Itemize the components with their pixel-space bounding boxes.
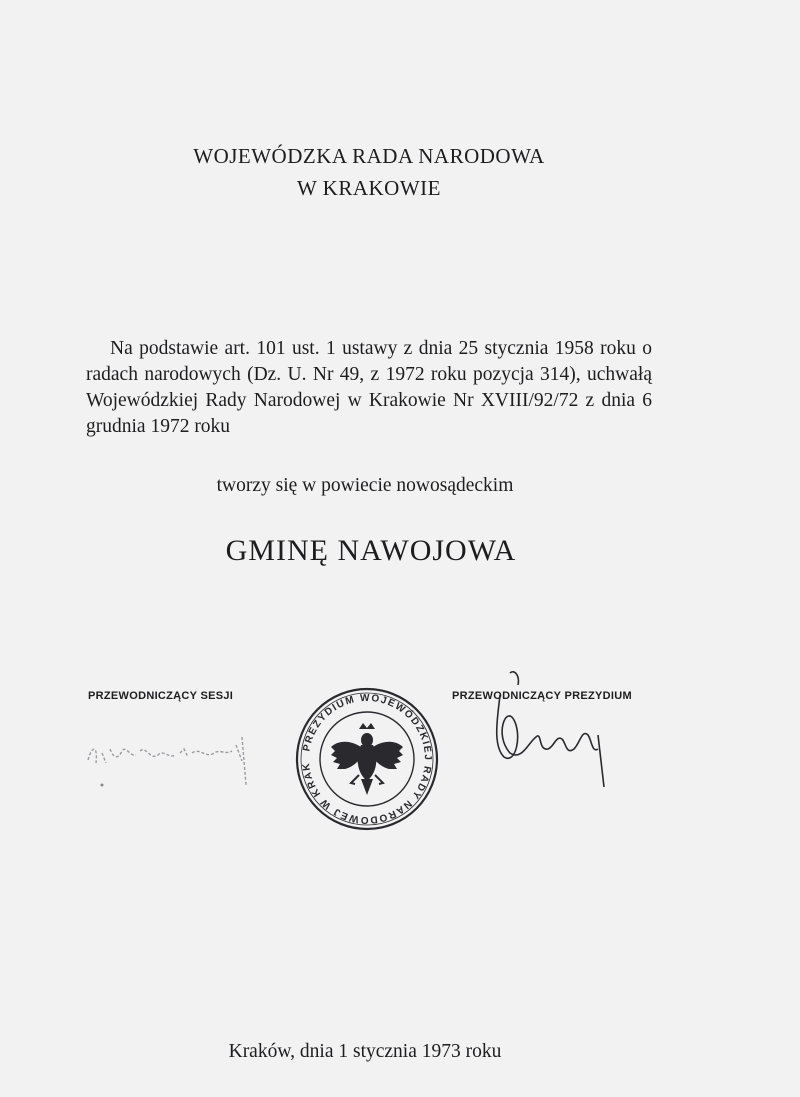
issuer-line-1: WOJEWÓDZKA RADA NARODOWA	[193, 144, 545, 168]
legal-basis-paragraph: Na podstawie art. 101 ust. 1 ustawy z dnia 25 stycznia 1958 roku o radach narodowych (Dz. U. Nr 49, z 1972 roku pozycja 314), uchwałą Wojewódzkiej Rady Narodowej w Krakowie Nr XVIII/92/72 z dnia 6 grudnia 1972 roku	[86, 338, 652, 437]
eagle-icon	[331, 723, 403, 795]
seal-graphic	[293, 685, 441, 833]
issuer-header	[0, 140, 738, 204]
place-and-date: Kraków, dnia 1 stycznia 1973 roku	[228, 1041, 502, 1062]
issuer-line-2: W KRAKOWIE	[296, 176, 441, 200]
creates-statement: tworzy się w powiecie nowosądeckim	[216, 475, 514, 496]
session-chair-signature	[80, 715, 260, 795]
session-chair-label: PRZEWODNICZĄCY SESJI	[88, 690, 234, 702]
presidium-chair-signature	[480, 665, 630, 790]
commune-name: GMINĘ NAWOJOWA	[225, 534, 517, 567]
seal-text: PREZYDIUM WOJEWÓDZKIEJ RADY NARODOWEJ W KRAK	[300, 692, 434, 826]
legal-basis	[86, 336, 652, 440]
official-seal	[293, 685, 441, 833]
presidium-chair-label: PRZEWODNICZĄCY PREZYDIUM	[452, 690, 632, 702]
